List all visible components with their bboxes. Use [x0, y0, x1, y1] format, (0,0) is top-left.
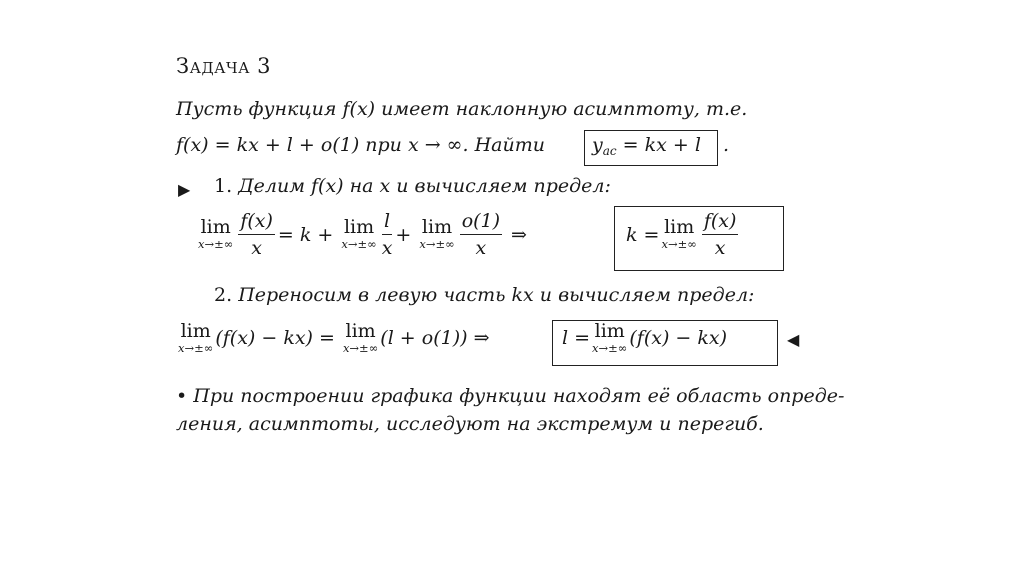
intro-period: . — [723, 134, 730, 156]
step-end-marker-icon: ◀ — [787, 330, 800, 349]
fraction: $\frac{o(1)}{x}$ — [461, 210, 501, 259]
k-equals: k = — [626, 223, 660, 246]
intro-math-limit: x → ∞. — [407, 134, 469, 156]
limit-operator: lim x→±∞ — [592, 320, 628, 355]
step2-header — [214, 284, 754, 306]
step2-math-kx: kx — [511, 284, 534, 306]
asymptote-y: y — [592, 134, 603, 156]
implies-arrow: ⇒ — [511, 223, 527, 246]
intro-line-1 — [176, 98, 747, 120]
limit-operator: lim x→±∞ — [178, 320, 214, 355]
intro-text-a: Пусть функция — [176, 98, 343, 120]
fraction: $\frac{f(x)}{x}$ — [240, 210, 273, 259]
intro-text-b: имеет наклонную асимптоту, т.е. — [375, 98, 748, 120]
limit-operator: lim x→±∞ — [341, 216, 377, 252]
note-text-1: При построении графика функции находят её область опреде- — [193, 385, 845, 407]
fraction: $\frac{f(x)}{x}$ — [703, 210, 737, 259]
note-line-2: ления, асимптоты, исследуют на экстремум и перегиб. — [176, 413, 764, 435]
intro-math-expansion: f(x) = kx + l + o(1) — [176, 134, 360, 156]
limit-operator: lim x→±∞ — [342, 320, 379, 355]
step-start-marker-icon: ▶ — [178, 180, 191, 199]
limit-operator: lim x→±∞ — [661, 216, 697, 252]
equals-k-plus: = k + — [277, 223, 334, 246]
step1-text-a: Делим — [238, 175, 312, 197]
asymptote-rest: = kx + l — [616, 134, 701, 156]
intro-line-2 — [176, 134, 545, 156]
step1-math-x: x — [379, 175, 391, 197]
step2-expr-2: (l + o(1)) ⇒ — [380, 327, 490, 350]
intro-text-pri: при — [359, 134, 408, 156]
intro-text-find: Найти — [468, 134, 545, 156]
step1-text-b: на — [343, 175, 380, 197]
step1-math-fx: f(x) — [311, 175, 344, 197]
limit-operator: lim x→±∞ — [419, 216, 455, 252]
l-expr: (f(x) − kx) — [629, 327, 728, 350]
k-result-formula — [626, 210, 741, 259]
step2-text-b: и вычисляем предел: — [533, 284, 755, 306]
plus-sign: + — [395, 223, 412, 246]
bullet-icon: • — [176, 385, 188, 407]
step2-text-a: Переносим в левую часть — [238, 284, 512, 306]
step1-formula — [196, 210, 527, 259]
step1-header — [214, 175, 611, 197]
step1-number: 1. — [214, 175, 233, 197]
limit-operator: lim x→±∞ — [198, 216, 234, 252]
intro-math-fx: f(x) — [342, 98, 376, 120]
step1-text-c: и вычисляем предел: — [390, 175, 611, 197]
problem-title: Задача 3 — [176, 54, 271, 78]
step2-formula — [176, 322, 490, 355]
l-result-formula — [562, 322, 727, 355]
asymptote-formula — [592, 134, 701, 158]
l-equals: l = — [562, 327, 591, 350]
step2-number: 2. — [214, 284, 233, 306]
step2-expr-1: (f(x) − kx) = — [215, 327, 335, 350]
asymptote-subscript: ас — [602, 144, 617, 158]
note-line-1 — [176, 385, 844, 407]
fraction: $\frac{l}{x}$ — [381, 210, 393, 259]
